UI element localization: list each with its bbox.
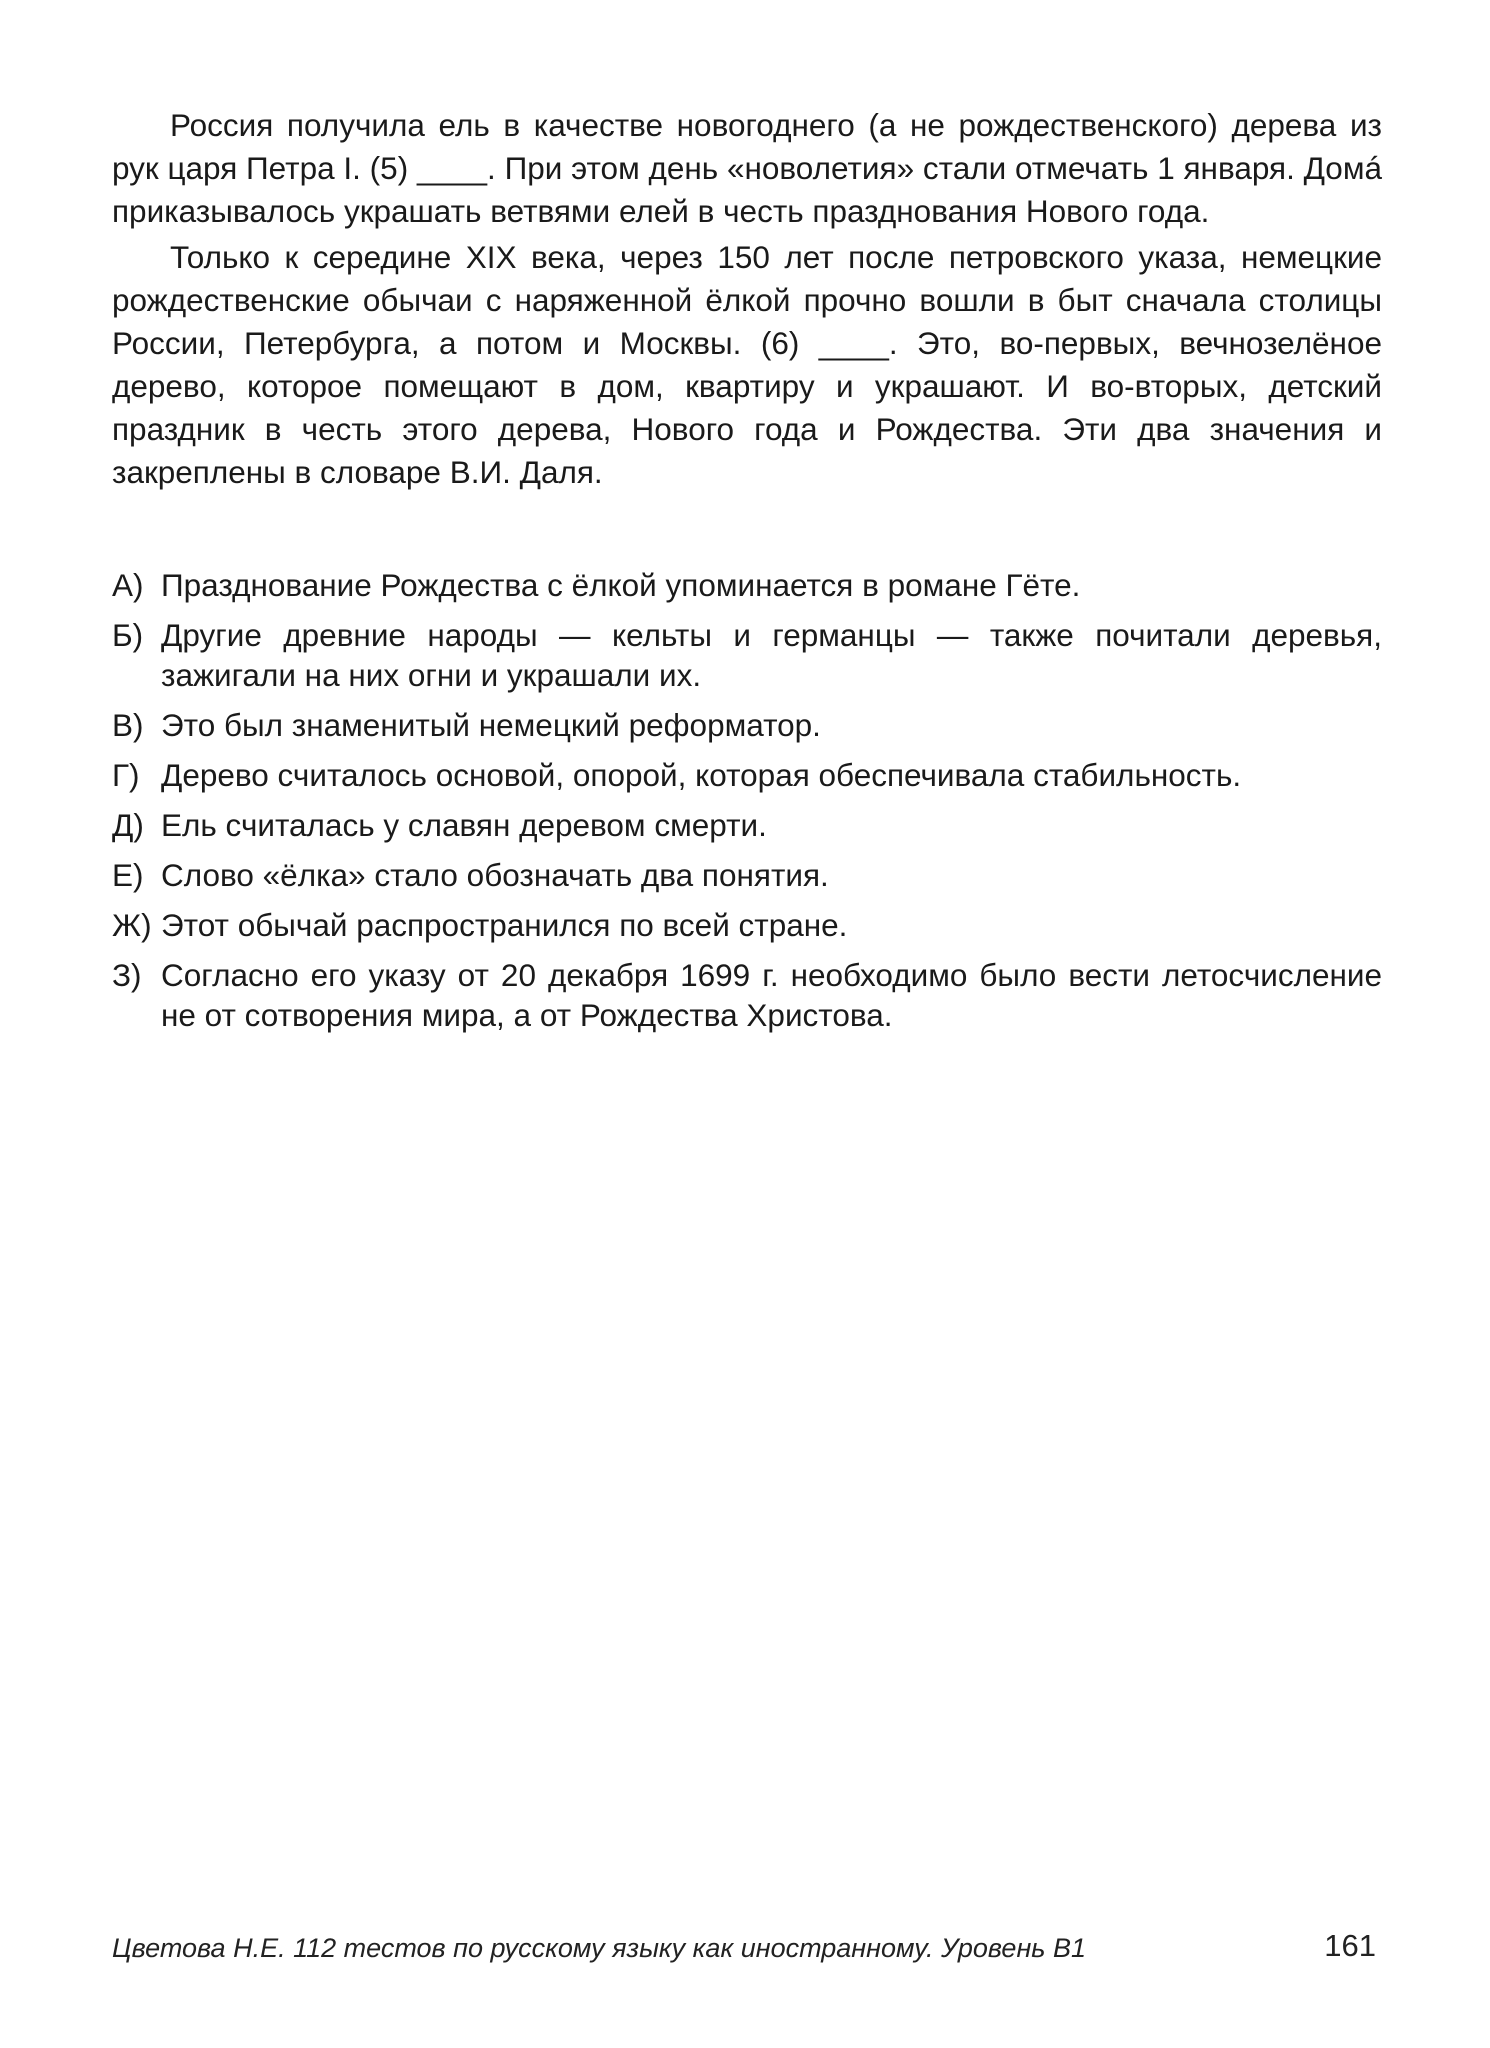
answer-option bbox=[112, 615, 1382, 695]
answer-option bbox=[112, 905, 1382, 945]
option-text: Празднование Рождества с ёлкой упоминается в романе Гёте. bbox=[161, 567, 1081, 603]
passage-paragraph: Только к середине XIX века, через 150 лет после петровского указа, немецкие рождественские обычаи с наряженной ёлкой прочно вошли в быт сначала столицы России, Петербурга, а потом и Москвы. (6) ____. Это, во-первых, вечнозелёное дерево, которое помещают в дом, квартиру и украшают. И во-вторых, детский праздник в честь этого дерева, Нового года и Рождества. Эти два значения и закреплены в словаре В.И. Даля. bbox=[112, 239, 1382, 490]
passage-paragraph: Россия получила ель в качестве новогоднего (а не рождественского) дерева из рук царя Петра I. (5) ____. При этом день «новолетия» стали отмечать 1 января. Домá приказывалось украшать ветвями елей в честь празднования Нового года. bbox=[112, 107, 1382, 229]
footer-citation: Цветова Н.Е. 112 тестов по русскому языку как иностранному. Уровень В1 bbox=[112, 1933, 1087, 1963]
page-number: 161 bbox=[1324, 1928, 1376, 1963]
answer-options-list bbox=[112, 565, 1382, 1045]
option-letter: Г) bbox=[112, 757, 140, 793]
answer-option bbox=[112, 565, 1382, 605]
option-letter: Б) bbox=[112, 617, 144, 653]
option-text: Это был знаменитый немецкий реформатор. bbox=[161, 707, 821, 743]
answer-option bbox=[112, 855, 1382, 895]
option-letter: З) bbox=[112, 957, 142, 993]
option-text: Этот обычай распространился по всей стране. bbox=[161, 907, 848, 943]
option-letter: В) bbox=[112, 707, 144, 743]
option-text: Ель считалась у славян деревом смерти. bbox=[161, 807, 767, 843]
answer-option bbox=[112, 705, 1382, 745]
reading-passage bbox=[112, 104, 1382, 497]
option-text: Согласно его указу от 20 декабря 1699 г. необходимо было вести летосчисление не от сотворения мира, а от Рождества Христова. bbox=[161, 957, 1382, 1033]
answer-option bbox=[112, 755, 1382, 795]
option-text: Другие древние народы — кельты и германцы — также почитали деревья, зажигали на них огни и украшали их. bbox=[161, 617, 1382, 693]
answer-option bbox=[112, 805, 1382, 845]
option-text: Дерево считалось основой, опорой, которая обеспечивала стабильность. bbox=[161, 757, 1242, 793]
option-letter: Д) bbox=[112, 807, 144, 843]
answer-option bbox=[112, 955, 1382, 1035]
option-letter: Ж) bbox=[112, 907, 152, 943]
option-text: Слово «ёлка» стало обозначать два понятия. bbox=[161, 857, 829, 893]
option-letter: А) bbox=[112, 567, 144, 603]
option-letter: Е) bbox=[112, 857, 144, 893]
